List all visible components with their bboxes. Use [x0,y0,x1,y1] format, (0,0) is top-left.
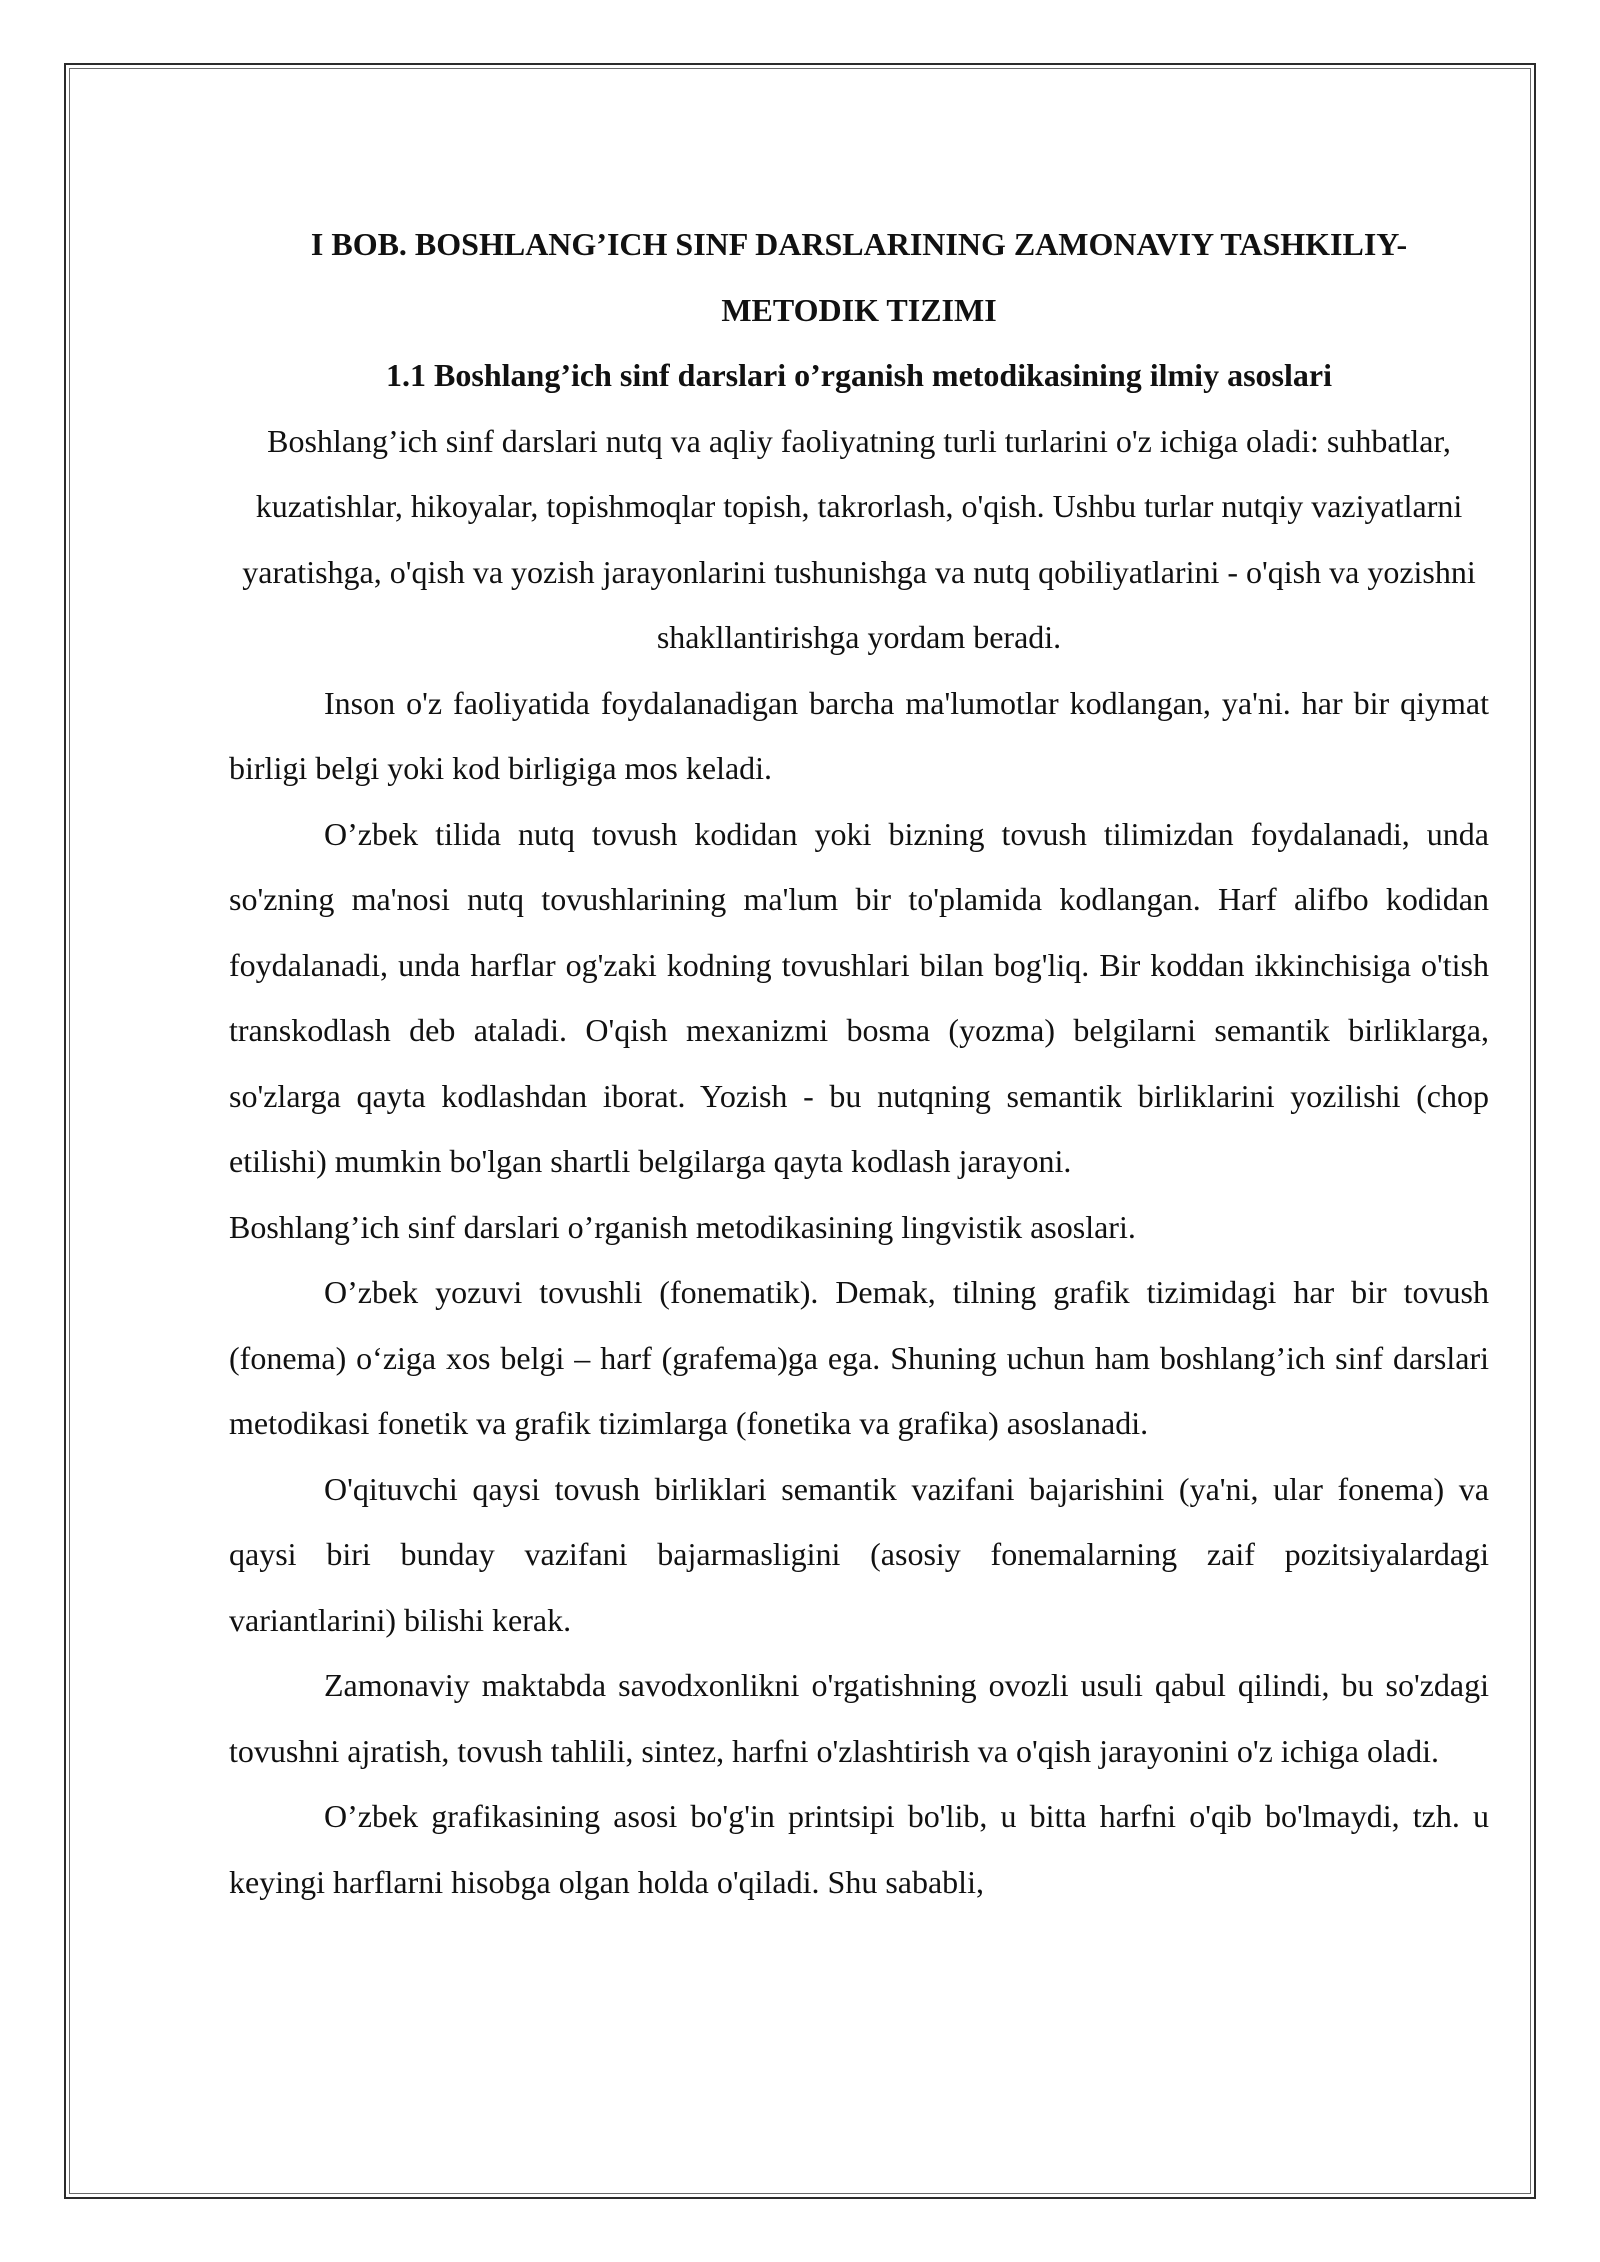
paragraph-syllable-principle: O’zbek grafikasining asosi bo'g'in printsipi bo'lib, u bitta harfni o'qib bo'lmaydi, tzh. u keyingi harflarni hisobga olgan holda o'qiladi. Shu sababli, [229,1798,1489,1900]
paragraph-coding: Inson o'z faoliyatida foydalanadigan barcha ma'lumotlar kodlangan, ya'ni. har bir qiymat birligi belgi yoki kod birligiga mos keladi. [229,684,1489,786]
intro-paragraph: Boshlang’ich sinf darslari nutq va aqliy faoliyatning turli turlarini o'z ichiga oladi: suhbatlar, kuzatishlar, hikoyalar, topishmoqlar topish, takrorlash, o'qish. Ushbu turlar nutqiy vaziyatlarni yaratishga, o'qish va yozish jarayonlarini tushunishga va nutq qobiliyatlarini - o'qish va yozishni shakllantirishga yordam beradi. [242,422,1476,655]
document-body [229,212,1489,1915]
paragraph-transcoding: O’zbek tilida nutq tovush kodidan yoki bizning tovush tilimizdan foydalanadi, unda so'zning ma'nosi nutq tovushlarining ma'lum bir to'plamida kodlangan. Harf alifbo kodidan foydalanadi, unda harflar og'zaki kodning tovushlari bilan bog'liq. Bir koddan ikkinchisiga o'tish transkodlash deb ataladi. O'qish mexanizmi bosma (yozma) belgilarni semantik birliklarga, so'zlarga qayta kodlashdan iborat. Yozish - bu nutqning semantik birliklarini yozilishi (chop etilishi) mumkin bo'lgan shartli belgilarga qayta kodlash jarayoni. [229,815,1489,1179]
section-title: 1.1 Boshlang’ich sinf darslari o’rganish metodikasining ilmiy asoslari [386,357,1332,393]
paragraph-sound-method: Zamonaviy maktabda savodxonlikni o'rgatishning ovozli usuli qabul qilindi, bu so'zdagi tovushni ajratish, tovush tahlili, sintez, harfni o'zlashtirish va o'qish jarayonini o'z ichiga oladi. [229,1667,1489,1769]
chapter-title: I BOB. BOSHLANG’ICH SINF DARSLARINING ZAMONAVIY TASHKILIY-METODIK TIZIMI [310,226,1408,328]
paragraph-teacher-knowledge: O'qituvchi qaysi tovush birliklari semantik vazifani bajarishini (ya'ni, ular fonema) va qaysi biri bunday vazifani bajarmasligini (asosiy fonemalarning zaif pozitsiyalardagi variantlarini) bilishi kerak. [229,1470,1489,1638]
paragraph-phonematic-writing: O’zbek yozuvi tovushli (fonematik). Demak, tilning grafik tizimidagi har bir tovush (fonema) o‘ziga xos belgi – harf (grafema)ga ega. Shuning uchun ham boshlang’ich sinf darslari metodikasi fonetik va grafik tizimlarga (fonetika va grafika) asoslanadi. [229,1274,1489,1441]
paragraph-linguistic-basis: Boshlang’ich sinf darslari o’rganish metodikasining lingvistik asoslari. [229,1208,1136,1245]
